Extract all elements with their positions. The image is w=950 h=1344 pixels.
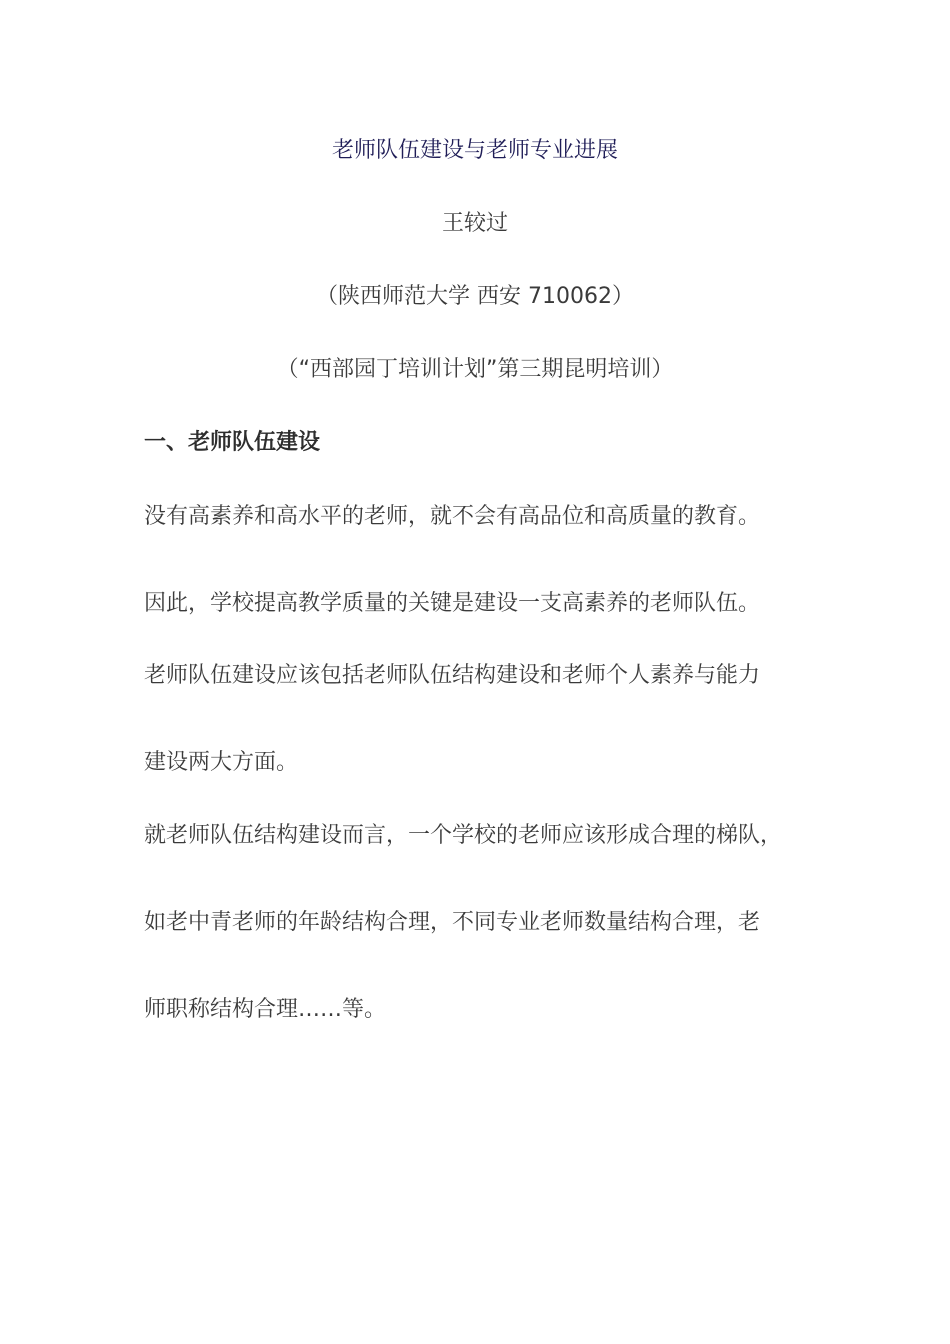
section-heading: 一、老师队伍建设: [144, 430, 321, 455]
paragraph-line: 如老中青老师的年龄结构合理，不同专业老师数量结构合理，老: [144, 910, 761, 935]
paragraph-line: 没有高素养和高水平的老师，就不会有高品位和高质量的教育。: [144, 504, 761, 529]
paragraph-line: 建设两大方面。: [144, 750, 299, 775]
document-title: 老师队伍建设与老师专业进展: [331, 138, 618, 163]
author-name: 王较过: [441, 211, 508, 236]
paragraph-line: 老师队伍建设应该包括老师队伍结构建设和老师个人素养与能力: [144, 663, 761, 688]
paragraph-line: 师职称结构合理……等。: [144, 997, 387, 1022]
training-program-note: （“西部园丁培训计划”第三期昆明培训）: [276, 357, 674, 382]
paragraph-line: 就老师队伍结构建设而言，一个学校的老师应该形成合理的梯队，: [144, 823, 783, 848]
paragraph-line: 因此，学校提高教学质量的关键是建设一支高素养的老师队伍。: [144, 591, 761, 616]
author-affiliation: （陕西师范大学 西安 710062）: [316, 284, 634, 309]
